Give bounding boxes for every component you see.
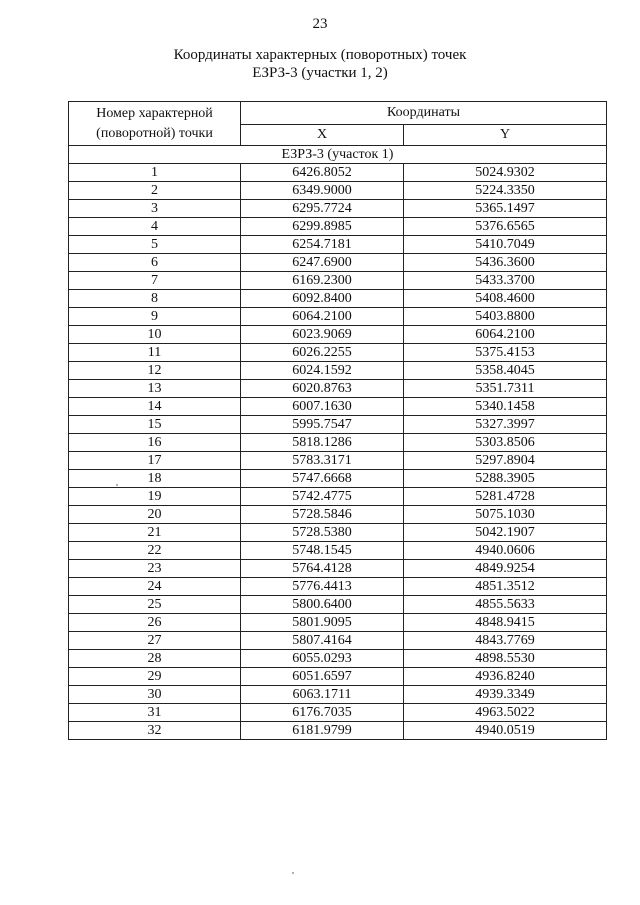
- point-number-cell: 7: [69, 272, 241, 290]
- y-coordinate-cell: 5376.6565: [404, 218, 607, 236]
- y-coordinate-cell: 5433.3700: [404, 272, 607, 290]
- y-coordinate-cell: 4936.8240: [404, 668, 607, 686]
- y-coordinate-cell: 6064.2100: [404, 326, 607, 344]
- table-row: [69, 200, 607, 218]
- y-coordinate-cell: 4849.9254: [404, 560, 607, 578]
- x-coordinate-cell: 6023.9069: [241, 326, 404, 344]
- point-number-cell: 16: [69, 434, 241, 452]
- point-number-cell: 32: [69, 722, 241, 740]
- header-point-number: [69, 102, 241, 146]
- table-row: [69, 434, 607, 452]
- x-coordinate-cell: 6254.7181: [241, 236, 404, 254]
- x-coordinate-cell: 5776.4413: [241, 578, 404, 596]
- y-coordinate-cell: 4848.9415: [404, 614, 607, 632]
- header-x: X: [241, 125, 404, 146]
- table-row: [69, 380, 607, 398]
- x-coordinate-cell: 6024.1592: [241, 362, 404, 380]
- y-coordinate-cell: 4855.5633: [404, 596, 607, 614]
- point-number-cell: 6: [69, 254, 241, 272]
- point-number-cell: 24: [69, 578, 241, 596]
- y-coordinate-cell: 4963.5022: [404, 704, 607, 722]
- x-coordinate-cell: 6181.9799: [241, 722, 404, 740]
- x-coordinate-cell: 5801.9095: [241, 614, 404, 632]
- table-row: [69, 704, 607, 722]
- y-coordinate-cell: 5288.3905: [404, 470, 607, 488]
- x-coordinate-cell: 6295.7724: [241, 200, 404, 218]
- table-row: [69, 578, 607, 596]
- scan-speck: [292, 872, 294, 874]
- point-number-cell: 22: [69, 542, 241, 560]
- y-coordinate-cell: 5351.7311: [404, 380, 607, 398]
- point-number-cell: 4: [69, 218, 241, 236]
- section-label: ЕЗРЗ-3 (участок 1): [69, 146, 607, 164]
- page-number: 23: [312, 16, 328, 32]
- table-row: [69, 596, 607, 614]
- point-number-cell: 26: [69, 614, 241, 632]
- table-row: [69, 650, 607, 668]
- x-coordinate-cell: 5748.1545: [241, 542, 404, 560]
- y-coordinate-cell: 5365.1497: [404, 200, 607, 218]
- table-row: [69, 272, 607, 290]
- table-row: [69, 542, 607, 560]
- coordinates-table: [68, 101, 607, 740]
- x-coordinate-cell: 6007.1630: [241, 398, 404, 416]
- table-row: [69, 452, 607, 470]
- point-number-cell: 19: [69, 488, 241, 506]
- x-coordinate-cell: 6055.0293: [241, 650, 404, 668]
- table-row: [69, 164, 607, 182]
- x-coordinate-cell: 6299.8985: [241, 218, 404, 236]
- document-title: [0, 46, 640, 82]
- table-row: [69, 416, 607, 434]
- x-coordinate-cell: 5995.7547: [241, 416, 404, 434]
- y-coordinate-cell: 5403.8800: [404, 308, 607, 326]
- table-row: [69, 290, 607, 308]
- x-coordinate-cell: 6426.8052: [241, 164, 404, 182]
- x-coordinate-cell: 6026.2255: [241, 344, 404, 362]
- x-coordinate-cell: 6020.8763: [241, 380, 404, 398]
- section-row: [69, 146, 607, 164]
- y-coordinate-cell: 4843.7769: [404, 632, 607, 650]
- x-coordinate-cell: 6064.2100: [241, 308, 404, 326]
- y-coordinate-cell: 5436.3600: [404, 254, 607, 272]
- x-coordinate-cell: 5783.3171: [241, 452, 404, 470]
- table-row: [69, 236, 607, 254]
- point-number-cell: 13: [69, 380, 241, 398]
- y-coordinate-cell: 5327.3997: [404, 416, 607, 434]
- x-coordinate-cell: 5807.4164: [241, 632, 404, 650]
- x-coordinate-cell: 6349.9000: [241, 182, 404, 200]
- y-coordinate-cell: 5042.1907: [404, 524, 607, 542]
- y-coordinate-cell: 5281.4728: [404, 488, 607, 506]
- point-number-cell: 15: [69, 416, 241, 434]
- scan-speck: [116, 484, 118, 486]
- point-number-cell: 30: [69, 686, 241, 704]
- y-coordinate-cell: 5224.3350: [404, 182, 607, 200]
- table-row: [69, 686, 607, 704]
- table-row: [69, 722, 607, 740]
- table-row: [69, 524, 607, 542]
- table-row: [69, 218, 607, 236]
- header-coordinates: Координаты: [241, 102, 607, 125]
- table-row: [69, 614, 607, 632]
- x-coordinate-cell: 5742.4775: [241, 488, 404, 506]
- point-number-cell: 1: [69, 164, 241, 182]
- table-body: [69, 146, 607, 740]
- y-coordinate-cell: 5408.4600: [404, 290, 607, 308]
- y-coordinate-cell: 5358.4045: [404, 362, 607, 380]
- y-coordinate-cell: 5375.4153: [404, 344, 607, 362]
- table-row: [69, 254, 607, 272]
- y-coordinate-cell: 5024.9302: [404, 164, 607, 182]
- x-coordinate-cell: 5747.6668: [241, 470, 404, 488]
- table-row: [69, 506, 607, 524]
- table-row: [69, 560, 607, 578]
- table-row: [69, 326, 607, 344]
- point-number-cell: 10: [69, 326, 241, 344]
- table-row: [69, 398, 607, 416]
- x-coordinate-cell: 6169.2300: [241, 272, 404, 290]
- header-point-line-2: (поворотной) точки: [96, 125, 213, 141]
- table-row: [69, 668, 607, 686]
- header-y: Y: [404, 125, 607, 146]
- point-number-cell: 20: [69, 506, 241, 524]
- y-coordinate-cell: 5303.8506: [404, 434, 607, 452]
- point-number-cell: 17: [69, 452, 241, 470]
- point-number-cell: 31: [69, 704, 241, 722]
- point-number-cell: 3: [69, 200, 241, 218]
- x-coordinate-cell: 6176.7035: [241, 704, 404, 722]
- x-coordinate-cell: 6063.1711: [241, 686, 404, 704]
- y-coordinate-cell: 4940.0519: [404, 722, 607, 740]
- title-line-1: Координаты характерных (поворотных) точек: [173, 47, 467, 63]
- point-number-cell: 14: [69, 398, 241, 416]
- x-coordinate-cell: 6092.8400: [241, 290, 404, 308]
- point-number-cell: 25: [69, 596, 241, 614]
- point-number-cell: 27: [69, 632, 241, 650]
- x-coordinate-cell: 5728.5380: [241, 524, 404, 542]
- x-coordinate-cell: 5764.4128: [241, 560, 404, 578]
- x-coordinate-cell: 5800.6400: [241, 596, 404, 614]
- y-coordinate-cell: 4939.3349: [404, 686, 607, 704]
- point-number-cell: 21: [69, 524, 241, 542]
- point-number-cell: 9: [69, 308, 241, 326]
- table-row: [69, 182, 607, 200]
- x-coordinate-cell: 5728.5846: [241, 506, 404, 524]
- point-number-cell: 12: [69, 362, 241, 380]
- header-point-line-1: Номер характерной: [96, 105, 213, 121]
- point-number-cell: 11: [69, 344, 241, 362]
- table-header: [69, 102, 607, 146]
- point-number-cell: 8: [69, 290, 241, 308]
- point-number-cell: 29: [69, 668, 241, 686]
- table-row: [69, 488, 607, 506]
- table-row: [69, 362, 607, 380]
- y-coordinate-cell: 5340.1458: [404, 398, 607, 416]
- point-number-cell: 5: [69, 236, 241, 254]
- point-number-cell: 28: [69, 650, 241, 668]
- table-row: [69, 632, 607, 650]
- point-number-cell: 23: [69, 560, 241, 578]
- point-number-cell: 18: [69, 470, 241, 488]
- point-number-cell: 2: [69, 182, 241, 200]
- title-line-2: ЕЗРЗ-3 (участки 1, 2): [252, 65, 388, 81]
- table-row: [69, 470, 607, 488]
- y-coordinate-cell: 4898.5530: [404, 650, 607, 668]
- y-coordinate-cell: 4940.0606: [404, 542, 607, 560]
- y-coordinate-cell: 4851.3512: [404, 578, 607, 596]
- y-coordinate-cell: 5075.1030: [404, 506, 607, 524]
- x-coordinate-cell: 6051.6597: [241, 668, 404, 686]
- table-row: [69, 344, 607, 362]
- y-coordinate-cell: 5410.7049: [404, 236, 607, 254]
- y-coordinate-cell: 5297.8904: [404, 452, 607, 470]
- x-coordinate-cell: 6247.6900: [241, 254, 404, 272]
- table-row: [69, 308, 607, 326]
- x-coordinate-cell: 5818.1286: [241, 434, 404, 452]
